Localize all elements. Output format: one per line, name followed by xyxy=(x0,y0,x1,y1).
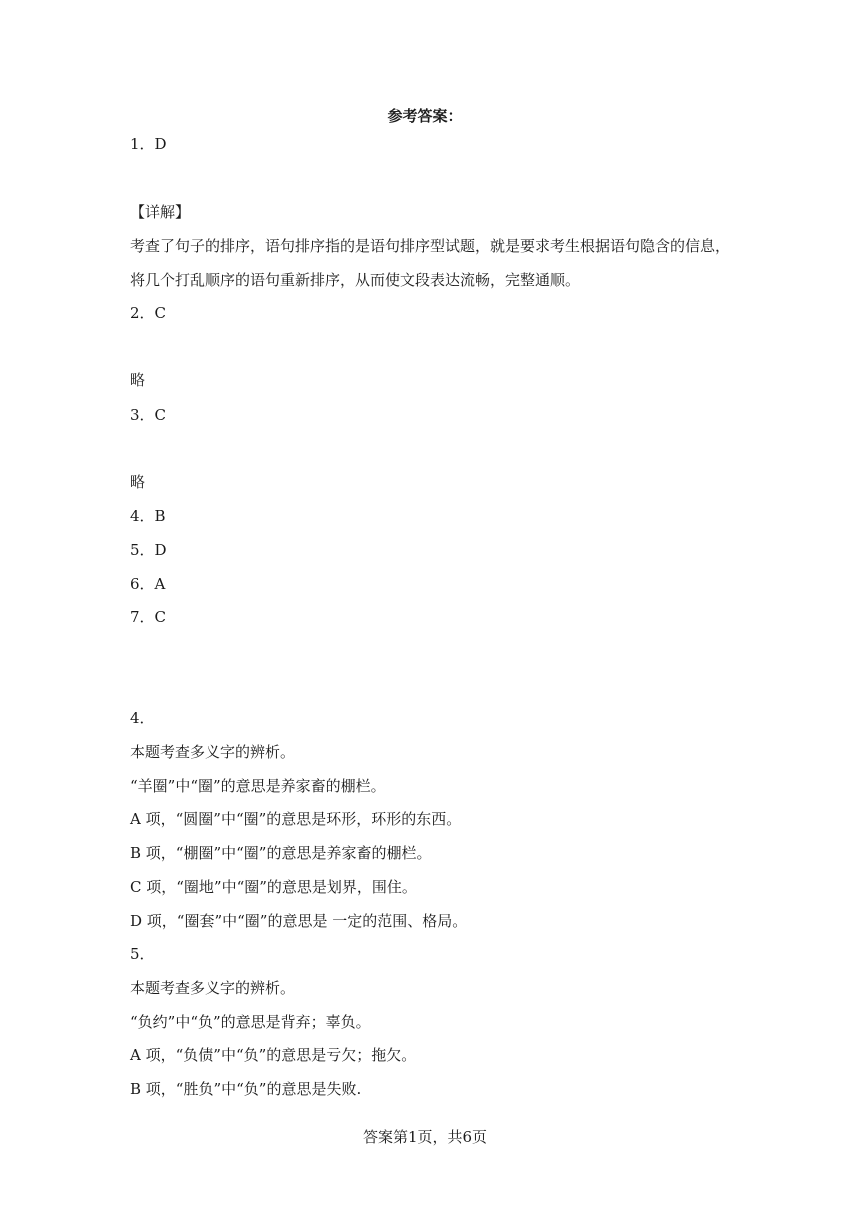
answer-2: 2．C xyxy=(130,304,167,322)
answer-6: 6．A xyxy=(130,575,166,593)
explanation-line-1: 考查了句子的排序，语句排序指的是语句排序型试题，就是要求考生根据语句隐含的信息， xyxy=(130,237,731,255)
answer-5: 5．D xyxy=(130,541,167,559)
page-title: 参考答案： xyxy=(387,107,463,125)
analysis-4-option-b: B 项，“棚圈”中“圈”的意思是养家畜的棚栏。 xyxy=(130,844,432,862)
answer-3: 3．C xyxy=(130,406,167,424)
analysis-5-line-1: 本题考查多义字的辨析。 xyxy=(130,979,296,997)
analysis-5-option-b: B 项，“胜负”中“负”的意思是失败. xyxy=(130,1080,362,1098)
answer-3-note: 略 xyxy=(130,473,146,491)
analysis-4-number: 4． xyxy=(130,709,155,727)
answer-1: 1．D xyxy=(130,135,167,153)
explanation-heading: 【详解】 xyxy=(130,203,191,221)
page-footer: 答案第1页，共6页 xyxy=(362,1128,488,1146)
analysis-4-option-a: A 项，“圆圈”中“圈”的意思是环形，环形的东西。 xyxy=(130,810,462,828)
analysis-5-line-2: “负约”中“负”的意思是背弃；辜负。 xyxy=(130,1013,371,1031)
answer-2-note: 略 xyxy=(130,371,146,389)
analysis-4-option-d: D 项，“圈套”中“圈”的意思是 一定的范围、格局。 xyxy=(130,912,468,930)
answer-7: 7．C xyxy=(130,608,167,626)
analysis-4-line-1: 本题考查多义字的辨析。 xyxy=(130,743,296,761)
analysis-5-number: 5． xyxy=(130,945,155,963)
analysis-4-option-c: C 项，“圈地”中“圈”的意思是划界，围住。 xyxy=(130,878,417,896)
answer-4: 4．B xyxy=(130,507,166,525)
explanation-line-2: 将几个打乱顺序的语句重新排序，从而使文段表达流畅，完整通顺。 xyxy=(130,271,581,289)
analysis-4-line-2: “羊圈”中“圈”的意思是养家畜的棚栏。 xyxy=(130,777,386,795)
analysis-5-option-a: A 项，“负债”中“负”的意思是亏欠；拖欠。 xyxy=(130,1046,417,1064)
